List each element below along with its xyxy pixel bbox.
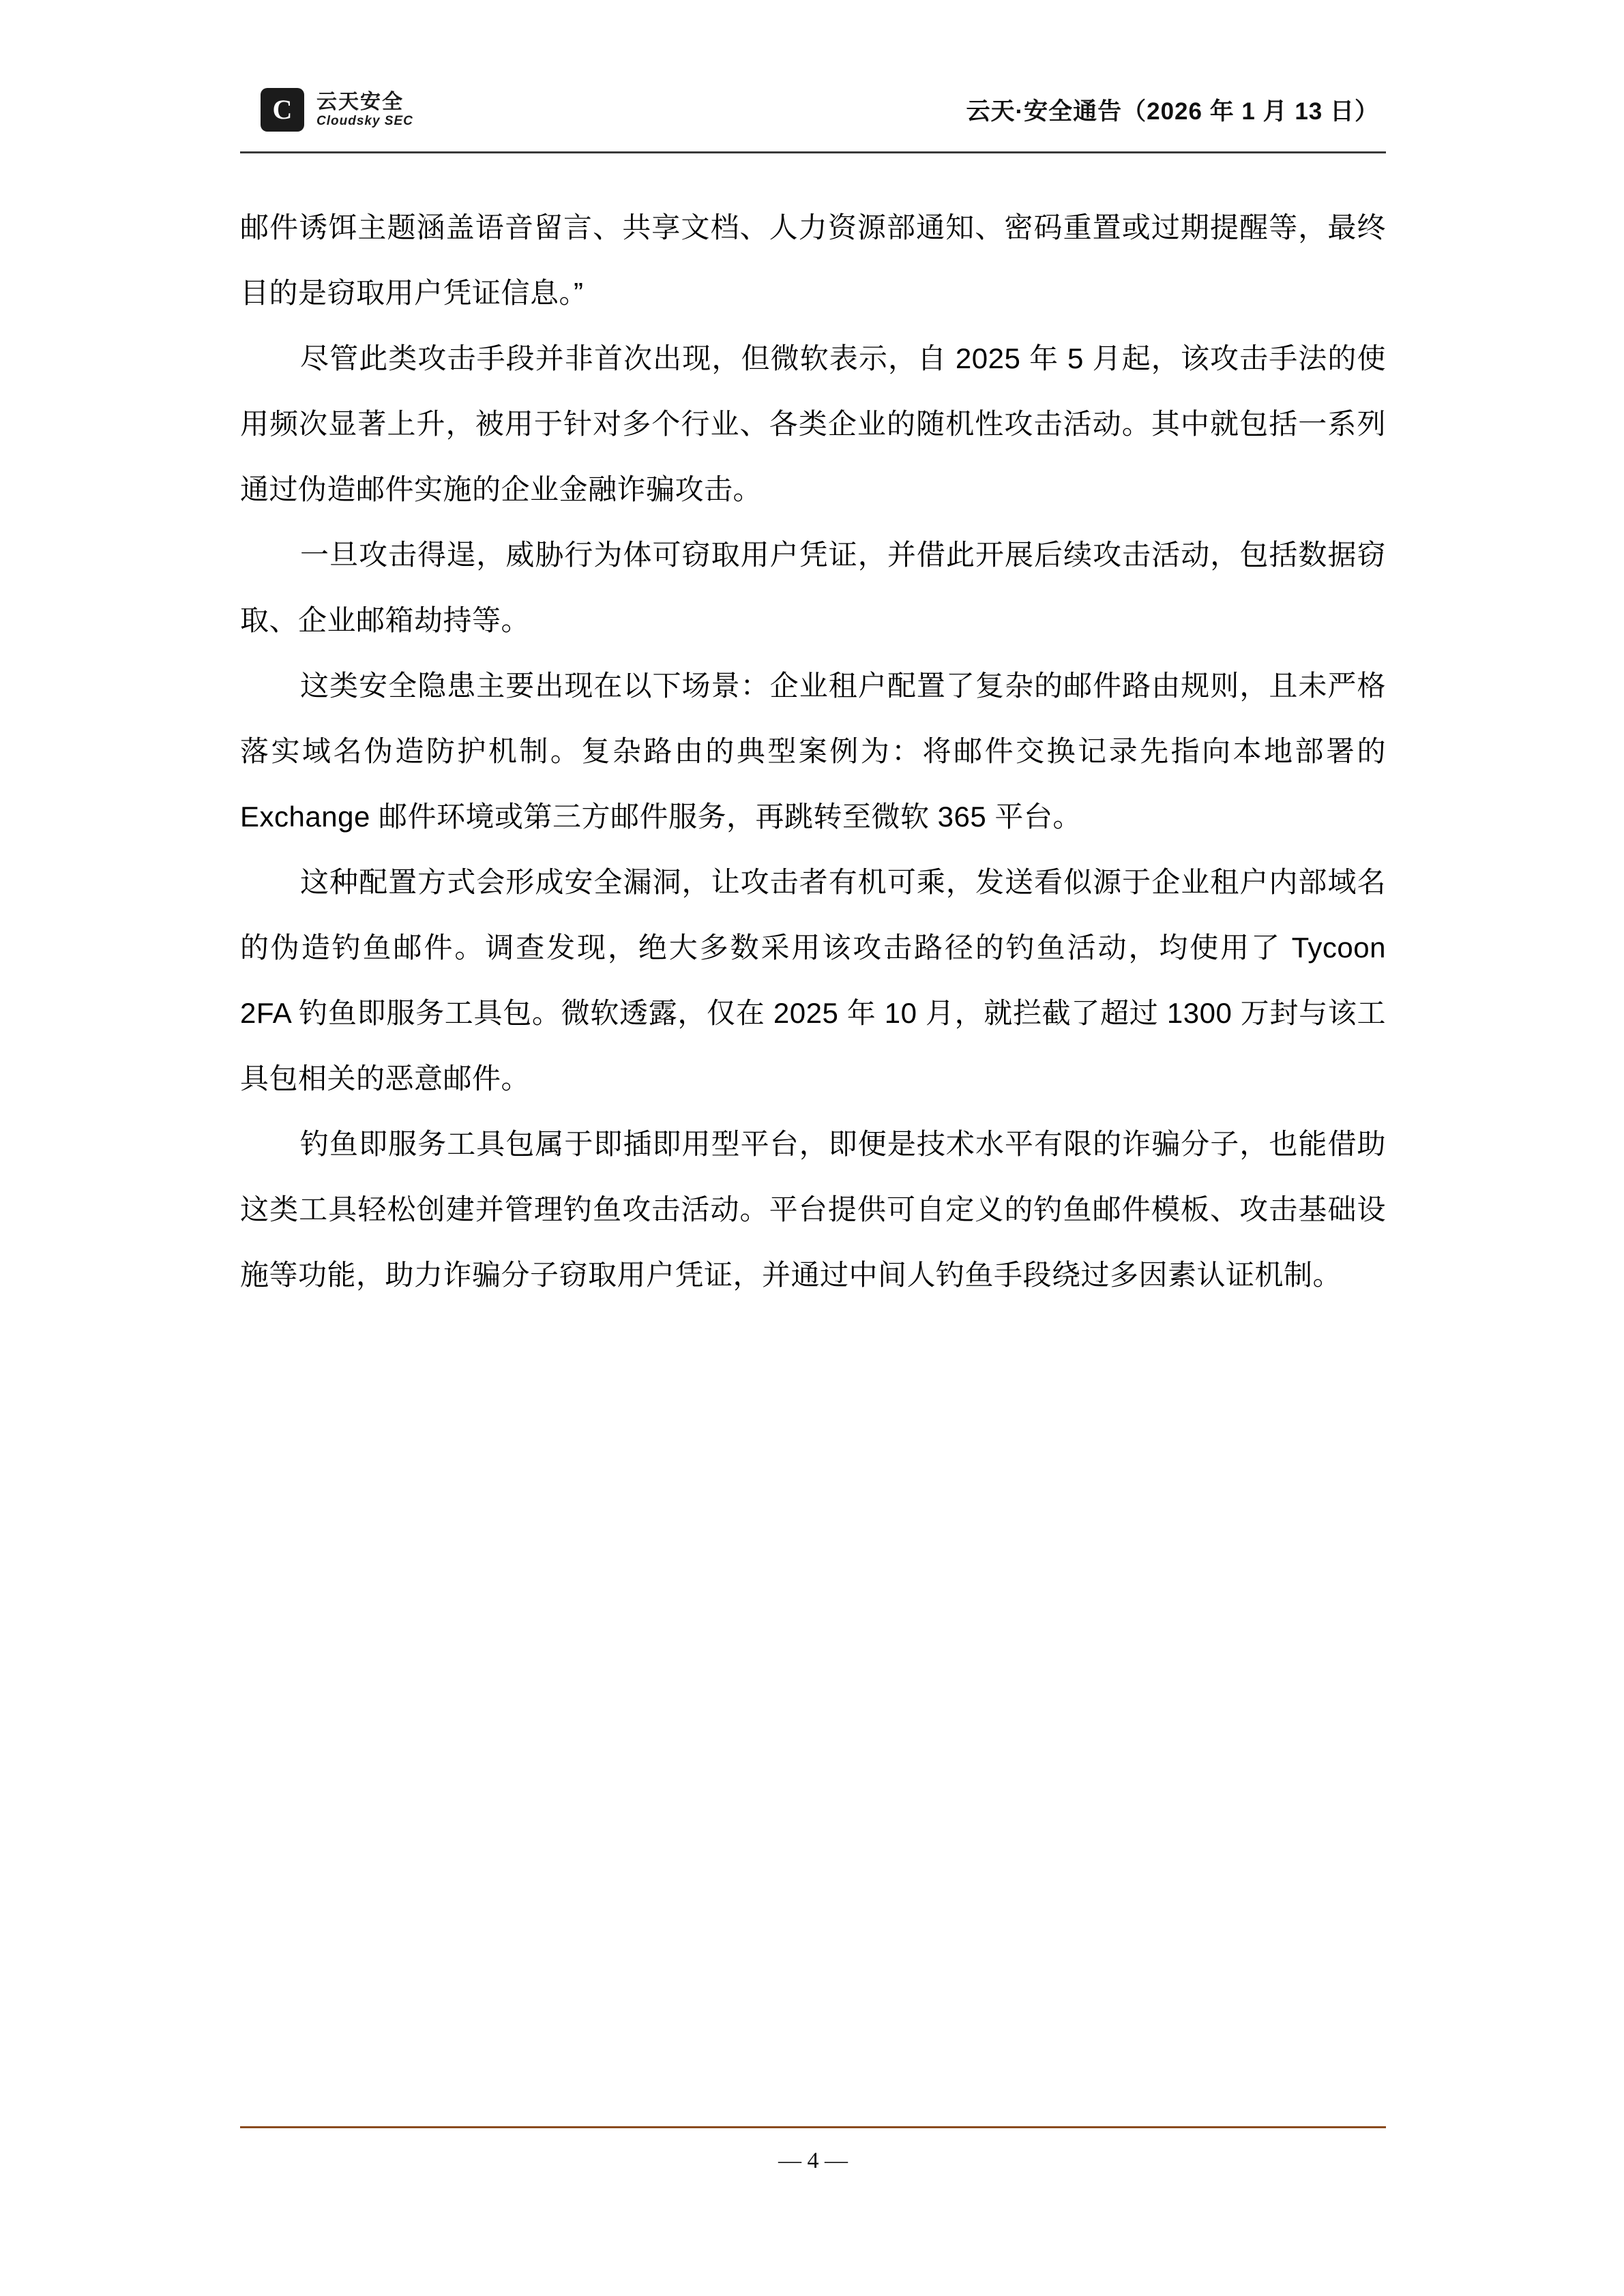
paragraph: 尽管此类攻击手段并非首次出现，但微软表示，自 2025 年 5 月起，该攻击手法的使用频次显著上升，被用于针对多个行业、各类企业的随机性攻击活动。其中就包括一系列通过伪造邮件实施的企业金融诈骗攻击。 — [240, 342, 1386, 505]
logo-letter: C — [272, 94, 293, 125]
logo-name-en: Cloudsky SEC — [316, 113, 413, 128]
logo-text — [316, 91, 413, 128]
header-divider — [240, 151, 1386, 153]
page-number: — 4 — — [778, 2148, 848, 2173]
paragraph: 邮件诱饵主题涵盖语音留言、共享文档、人力资源部通知、密码重置或过期提醒等，最终目的是窃取用户凭证信息。” — [240, 211, 1386, 309]
document-body — [240, 195, 1386, 1308]
page-header — [240, 65, 1386, 154]
paragraph: 钓鱼即服务工具包属于即插即用型平台，即便是技术水平有限的诈骗分子，也能借助这类工具轻松创建并管理钓鱼攻击活动。平台提供可自定义的钓鱼邮件模板、攻击基础设施等功能，助力诈骗分子窃取用户凭证，并通过中间人钓鱼手段绕过多因素认证机制。 — [240, 1128, 1386, 1291]
logo-mark-icon — [261, 88, 304, 132]
paragraph: 这种配置方式会形成安全漏洞，让攻击者有机可乘，发送看似源于企业租户内部域名的伪造钓鱼邮件。调查发现，绝大多数采用该攻击路径的钓鱼活动，均使用了 Tycoon 2FA 钓鱼即服务工具包。微软透露，仅在 2025 年 10 月，就拦截了超过 1300 万封与该工具包相关的恶意邮件。 — [240, 866, 1386, 1094]
brand-logo — [261, 88, 413, 132]
header-title: 云天·安全通告（2026 年 1 月 13 日） — [966, 98, 1379, 125]
paragraph: 一旦攻击得逞，威胁行为体可窃取用户凭证，并借此开展后续攻击活动，包括数据窃取、企业邮箱劫持等。 — [240, 539, 1386, 636]
paragraph: 这类安全隐患主要出现在以下场景：企业租户配置了复杂的邮件路由规则，且未严格落实域名伪造防护机制。复杂路由的典型案例为：将邮件交换记录先指向本地部署的 Exchange 邮件环境或第三方邮件服务，再跳转至微软 365 平台。 — [240, 670, 1386, 833]
logo-name-cn: 云天安全 — [316, 91, 404, 114]
footer-divider — [240, 2126, 1386, 2128]
